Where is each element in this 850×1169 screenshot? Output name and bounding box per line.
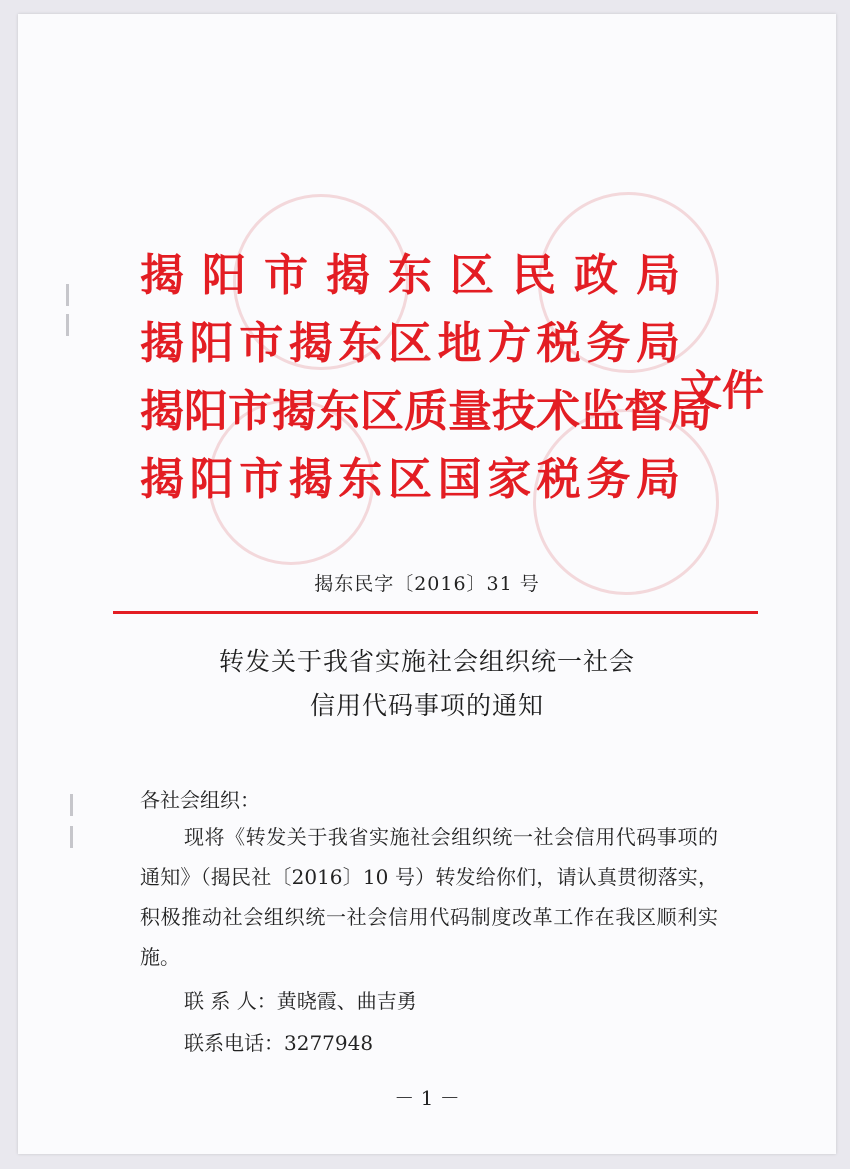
binding-mark [70, 826, 73, 848]
document-label: 文件 [680, 366, 765, 415]
body-paragraph: 现将《转发关于我省实施社会组织统一社会信用代码事项的通知》（揭民社〔2016〕10 号）转发给你们，请认真贯彻落实，积极推动社会组织统一社会信用代码制度改革工作在我区顺利实施。 [140, 825, 718, 969]
document-title-line-2: 信用代码事项的通知 [309, 691, 544, 720]
issuer-4: 揭阳市揭东区国家税务局 [140, 454, 680, 505]
contact-person: 联 系 人：黄晓霞、曲吉勇 [184, 989, 417, 1013]
binding-mark [70, 794, 73, 816]
salutation: 各社会组织： [140, 788, 260, 812]
binding-mark [66, 284, 69, 306]
issuing-agencies [140, 242, 712, 514]
document-number: 揭东民字〔2016〕31 号 [314, 573, 540, 595]
issuer-1: 揭阳市揭东区民政局 [140, 250, 680, 301]
issuer-3: 揭阳市揭东区质量技术监督局 [140, 386, 712, 437]
page-number: － 1 － [394, 1086, 460, 1110]
contact-phone: 联系电话：3277948 [184, 1031, 374, 1055]
document-page [18, 14, 836, 1154]
issuer-2: 揭阳市揭东区地方税务局 [140, 318, 680, 369]
document-title-line-1: 转发关于我省实施社会组织统一社会 [218, 647, 635, 676]
binding-mark [66, 314, 69, 336]
red-divider [113, 611, 758, 614]
